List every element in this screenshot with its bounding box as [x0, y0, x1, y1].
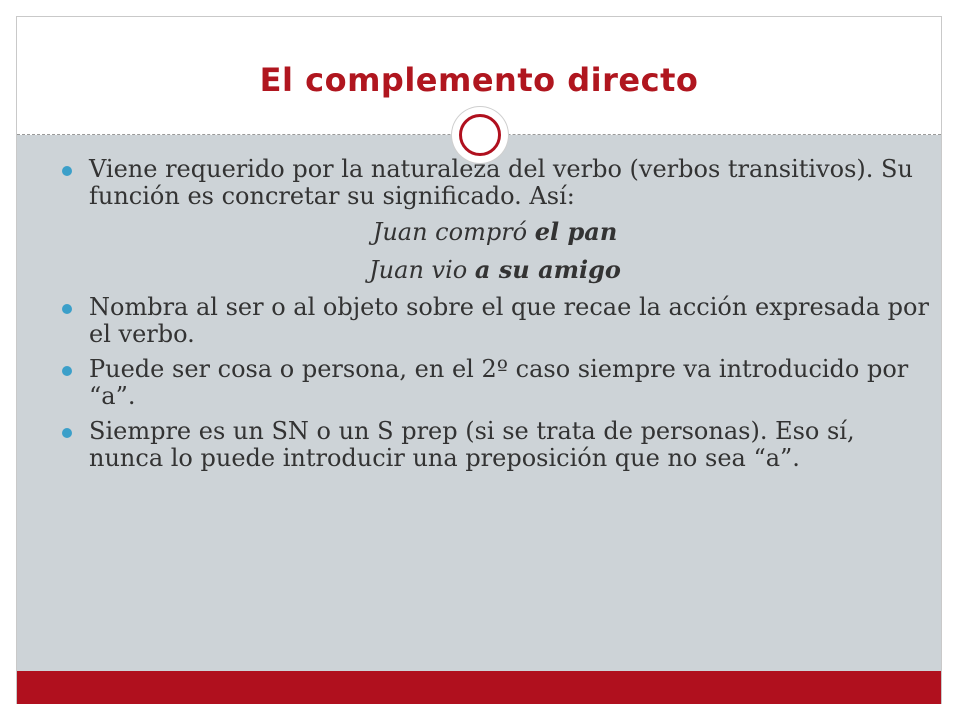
bullet-text: Puede ser cosa o persona, en el 2º caso siempre va introducido por “a”. — [89, 355, 909, 410]
bullet-dot-icon — [62, 428, 72, 438]
example-line — [60, 218, 930, 246]
example-plain: Juan compró — [372, 218, 535, 246]
ring-icon — [459, 114, 501, 156]
bullet-text: Nombra al ser o al objeto sobre el que recae la acción expresada por el verbo. — [89, 293, 929, 348]
bullet-dot-icon — [62, 366, 72, 376]
footer-bar — [17, 671, 941, 704]
bullet-dot-icon — [62, 304, 72, 314]
example-bold: a su amigo — [474, 255, 621, 284]
bullet-dot-icon — [62, 166, 72, 176]
bullet-item — [60, 356, 930, 410]
bullet-text: Viene requerido por la naturaleza del verbo (verbos transitivos). Su función es concretar su significado. Así: — [89, 155, 913, 210]
bullet-list — [60, 156, 930, 480]
example-bold: el pan — [534, 217, 618, 246]
example-plain: Juan vio — [369, 256, 475, 284]
bullet-item — [60, 294, 930, 348]
bullet-item — [60, 156, 930, 210]
example-line — [60, 256, 930, 284]
bullet-text: Siempre es un SN o un S prep (si se trata de personas). Eso sí, nunca lo puede introducir una preposición que no sea “a”. — [89, 417, 855, 472]
bullet-item — [60, 418, 930, 472]
slide-title: El complemento directo — [259, 61, 699, 99]
